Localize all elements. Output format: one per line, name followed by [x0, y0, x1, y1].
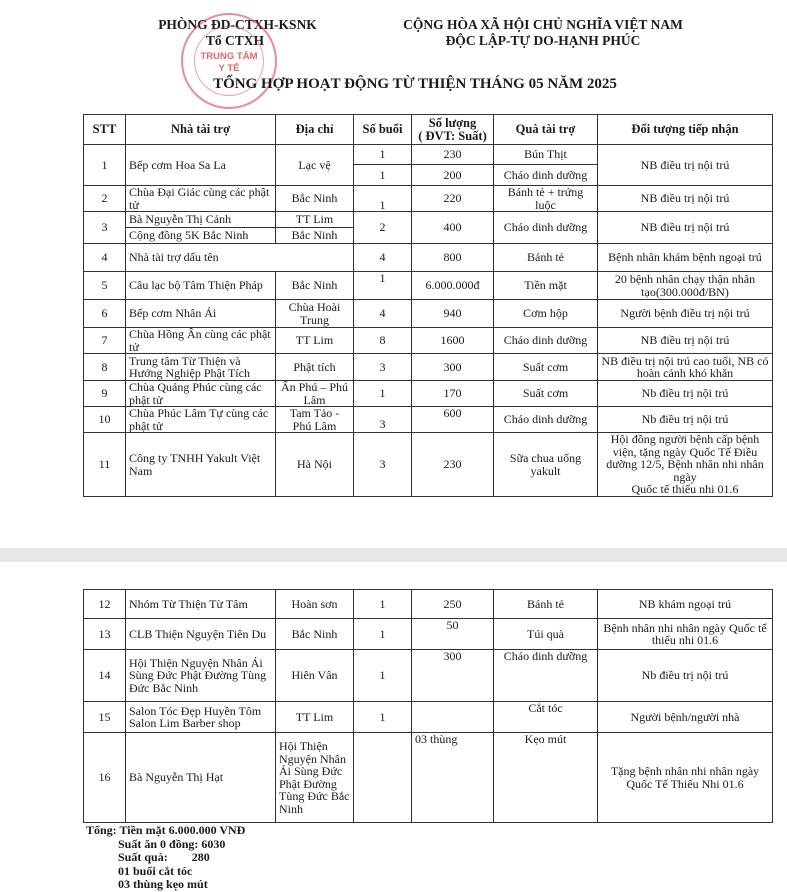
team-name: Tổ CTXH [205, 33, 265, 48]
table-row: 6 Bếp cơm Nhân Ái Chùa Hoài Trung 4 940 Cơm hộp Người bệnh điều trị nội trú [84, 300, 773, 328]
table-row: 3 Bà Nguyễn Thị Cảnh TT Lim 2 400 Cháo dinh dưỡng NB điều trị nội trú [84, 212, 773, 228]
table-row: 12 Nhóm Từ Thiện Từ Tâm Hoàn sơn 1 250 Bánh tẻ NB khám ngoại trú [84, 590, 773, 619]
recipient-cell: Hội đồng người bệnh cấp bệnh viện, tặng ngày Quốc Tế Điều dưỡng 12/5, Bệnh nhân nhi nhân ngày Quốc tế thiếu nhi 01.6 [598, 433, 773, 497]
col-address: Địa chỉ [276, 115, 354, 145]
total-haircut: 01 buổi cắt tóc [118, 863, 193, 878]
table-row: 7 Chùa Hồng Ân cùng các phật tử TT Lim 8 1600 Cháo dinh dưỡng NB điều trị nội trú [84, 328, 773, 354]
table-subrow: Cộng đồng 5K Bắc Ninh Bắc Ninh [84, 228, 773, 244]
col-recipient: Đối tượng tiếp nhận [598, 115, 773, 145]
col-sessions: Số buổi [354, 115, 412, 145]
document-page-2 [0, 562, 787, 892]
table-row: 4 Nhà tài trợ dấu tên 4 800 Bánh tẻ Bệnh nhân khám bệnh ngoại trú [84, 244, 773, 272]
totals-summary [86, 824, 245, 892]
red-seal-stamp [181, 13, 277, 109]
table-row: 15 Salon Tóc Đẹp Huyền Tôm Salon Lim Barber shop TT Lim 1 Cắt tóc Người bệnh/người nhà [84, 702, 773, 733]
national-title: CỘNG HÒA XÃ HỘI CHỦ NGHĨA VIỆT NAM [403, 17, 683, 32]
total-cash: Tổng: Tiền mặt 6.000.000 VNĐ [86, 823, 246, 837]
table-subrow: 1 200 Cháo dinh dưỡng [84, 165, 773, 186]
table-row: 11 Công ty TNHH Yakult Việt Nam Hà Nội 3 230 Sữa chua uống yakult Hội đồng người bệnh cấp bệnh viện, tặng ngày Quốc Tế Điều dưỡng 12/5, Bệnh nhân nhi nhân ngày Quốc tế thiếu nhi 01.6 [84, 433, 773, 497]
table-row: 8 Trung tâm Từ Thiện và Hướng Nghiệp Phật Tích Phật tích 3 300 Suất cơm NB điều trị nội trú cao tuổi, NB có hoàn cảnh khó khăn [84, 354, 773, 381]
total-gifts: Suất quà: 280 [118, 850, 210, 864]
table-header-row [84, 115, 773, 145]
charity-table-part2 [83, 589, 773, 823]
charity-table-part1 [83, 114, 773, 497]
national-motto: ĐỘC LẬP-TỰ DO-HẠNH PHÚC [445, 33, 641, 48]
seal-text-line2: Y TẾ [218, 63, 240, 74]
table-row: 5 Câu lạc bộ Tâm Thiện Pháp Bắc Ninh 1 6.000.000đ Tiền mặt 20 bệnh nhân chạy thận nhân tạo(300.000đ/BN) [84, 272, 773, 300]
table-row: 14 Hội Thiện Nguyện Nhân Ái Sùng Đức Phật Đường Tùng Đức Bắc Ninh Hiên Vân 1 300 Cháo dinh dưỡng Nb điều trị nội trú [84, 650, 773, 702]
col-quantity: Số lượng ( ĐVT: Suất) [412, 115, 494, 145]
table-row: 1 Bếp cơm Hoa Sa La Lạc vệ 1 230 Bún Thịt NB điều trị nội trú [84, 145, 773, 165]
table-row: 16 Bà Nguyễn Thị Hạt Hội Thiện Nguyện Nhân Ái Sùng Đức Phật Đường Tùng Đức Bắc Ninh 03 thùng Kẹo mút Tặng bệnh nhân nhi nhân ngày Quốc Tế Thiếu Nhi 01.6 [84, 733, 773, 823]
total-candy: 03 thùng kẹo mút [118, 877, 208, 891]
col-gift: Quà tài trợ [494, 115, 598, 145]
seal-text-line1: TRUNG TÂM [200, 51, 258, 62]
table-row: 9 Chùa Quảng Phúc cùng các phật tử Ấn Phú – Phú Lâm 1 170 Suất cơm Nb điều trị nội trú [84, 381, 773, 407]
report-title: TỔNG HỢP HOẠT ĐỘNG TỪ THIỆN THÁNG 05 NĂM 2025 [213, 76, 617, 92]
total-free-meals: Suất ăn 0 đồng: 6030 [118, 836, 226, 851]
col-stt: STT [84, 115, 126, 145]
table-row: 13 CLB Thiện Nguyện Tiên Du Bắc Ninh 1 50 Túi quà Bệnh nhân nhi nhân ngày Quốc tế thiếu nhi 01.6 [84, 619, 773, 650]
table-row: 2 Chùa Đại Giác cùng các phật tử Bắc Ninh 1 220 Bánh tẻ + trứng luộc NB điều trị nội trú [84, 186, 773, 212]
page-break [0, 548, 787, 562]
table-row: 10 Chùa Phúc Lâm Tự cùng các phật tử Tam Tảo - Phú Lâm 3 600 Cháo dinh dưỡng Nb điều trị nội trú [84, 407, 773, 433]
department-name: PHÒNG ĐD-CTXH-KSNK [158, 17, 317, 32]
col-sponsor: Nhà tài trợ [126, 115, 276, 145]
